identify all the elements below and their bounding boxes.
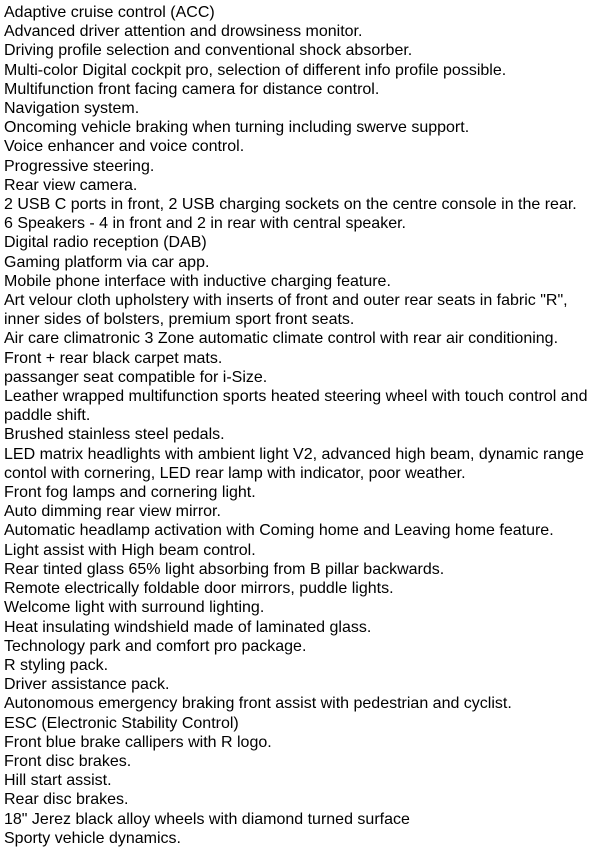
feature-line: passanger seat compatible for i-Size. [4, 368, 268, 386]
feature-line: Leather wrapped multifunction sports heated steering wheel with touch control and paddle shift. [4, 388, 588, 425]
feature-line: Front disc brakes. [4, 752, 132, 770]
feature-line: Driver assistance pack. [4, 676, 170, 694]
feature-line: Welcome light with surround lighting. [4, 599, 265, 617]
feature-line: Art velour cloth upholstery with inserts of front and outer rear seats in fabric "R", inner sides of bolsters, premium sport front seats. [4, 292, 568, 329]
feature-line: Heat insulating windshield made of laminated glass. [4, 618, 372, 636]
feature-line: Air care climatronic 3 Zone automatic climate control with rear air conditioning. [4, 330, 559, 348]
feature-line: Autonomous emergency braking front assist with pedestrian and cyclist. [4, 695, 512, 713]
feature-line: Adaptive cruise control (ACC) [4, 4, 215, 21]
feature-line: Multifunction front facing camera for distance control. [4, 80, 380, 98]
feature-line: Sporty vehicle dynamics. [4, 829, 181, 847]
feature-line: Automatic headlamp activation with Coming home and Leaving home feature. [4, 522, 554, 540]
feature-line: 18" Jerez black alloy wheels with diamond turned surface [4, 810, 410, 828]
feature-line: Rear view camera. [4, 176, 138, 194]
feature-line: 2 USB C ports in front, 2 USB charging sockets on the centre console in the rear. [4, 196, 577, 214]
feature-line: Hill start assist. [4, 772, 112, 790]
feature-line: Voice enhancer and voice control. [4, 138, 245, 156]
feature-line: Progressive steering. [4, 157, 155, 175]
feature-line: Front fog lamps and cornering light. [4, 484, 256, 502]
feature-line: Remote electrically foldable door mirrors, puddle lights. [4, 580, 394, 598]
feature-line: Light assist with High beam control. [4, 541, 256, 559]
feature-line: Rear disc brakes. [4, 791, 129, 809]
feature-line: ESC (Electronic Stability Control) [4, 714, 239, 732]
feature-line: Gaming platform via car app. [4, 253, 210, 271]
feature-line: Rear tinted glass 65% light absorbing from B pillar backwards. [4, 560, 445, 578]
feature-line: Front blue brake callipers with R logo. [4, 733, 272, 751]
feature-line: Oncoming vehicle braking when turning including swerve support. [4, 119, 470, 137]
feature-line: Brushed stainless steel pedals. [4, 426, 225, 444]
feature-line: R styling pack. [4, 656, 109, 674]
feature-line: Digital radio reception (DAB) [4, 234, 207, 252]
feature-line: Navigation system. [4, 100, 140, 118]
feature-line: Technology park and comfort pro package. [4, 637, 307, 655]
feature-line: LED matrix headlights with ambient light V2, advanced high beam, dynamic range contol with cornering, LED rear lamp with indicator, poor weather. [4, 445, 584, 482]
feature-line: Advanced driver attention and drowsiness monitor. [4, 23, 363, 41]
feature-line: Mobile phone interface with inductive charging feature. [4, 272, 391, 290]
feature-line: Front + rear black carpet mats. [4, 349, 223, 367]
feature-line: Auto dimming rear view mirror. [4, 503, 221, 521]
feature-line: 6 Speakers - 4 in front and 2 in rear with central speaker. [4, 215, 406, 233]
feature-line: Multi-color Digital cockpit pro, selection of different info profile possible. [4, 61, 507, 79]
feature-line: Driving profile selection and conventional shock absorber. [4, 42, 413, 60]
